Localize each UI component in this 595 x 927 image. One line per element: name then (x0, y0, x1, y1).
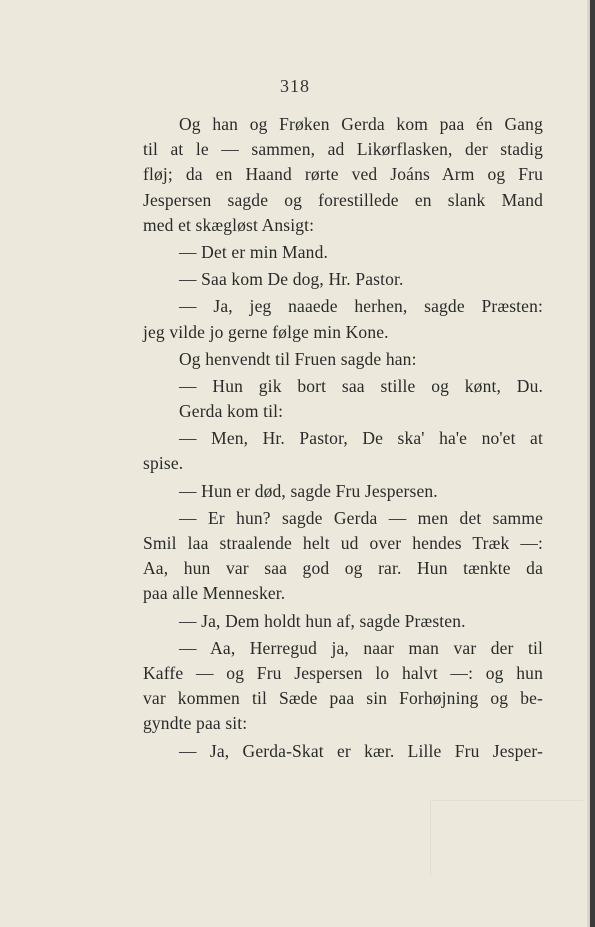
text-line: med et skægløst Ansigt: (143, 214, 315, 235)
text-line: gyndte paa sit: (143, 713, 248, 734)
text-line: — Saa kom De dog, Hr. Pastor. (179, 269, 404, 290)
page-edge (590, 0, 595, 927)
text-line: Gerda kom til: (179, 401, 284, 422)
text-line: — Hun er død, sagde Fru Jespersen. (179, 480, 438, 501)
text-line: var kommen til Sæde paa sin Forhøjning og be- (143, 688, 543, 709)
text-line: — Det er min Mand. (179, 241, 328, 262)
text-line: — Ja, Gerda-Skat er kær. Lille Fru Jesper- (179, 740, 543, 761)
text-line: paa alle Mennesker. (143, 583, 286, 604)
text-line: — Er hun? sagde Gerda — men det samme (179, 507, 543, 528)
text-line: — Hun gik bort saa stille og kønt, Du. (179, 375, 543, 396)
text-line: spise. (143, 453, 184, 474)
page-text (143, 112, 543, 764)
text-line: Og henvendt til Fruen sagde han: (179, 348, 417, 369)
text-line: — Ja, jeg naaede herhen, sagde Præsten: (179, 296, 543, 317)
text-line: fløj; da en Haand rørte ved Joáns Arm og Fru (143, 164, 543, 185)
text-line: Aa, hun var saa god og rar. Hun tænkte da (143, 558, 543, 579)
text-line: Og han og Frøken Gerda kom paa én Gang (179, 114, 543, 134)
page-number: 318 (280, 76, 310, 96)
text-line: — Men, Hr. Pastor, De ska' ha'e no'et at (179, 428, 543, 449)
text-line: — Aa, Herregud ja, naar man var der til (179, 637, 543, 658)
text-line: Jespersen sagde og forestillede en slank Mand (143, 189, 543, 210)
text-line: — Ja, Dem holdt hun af, sagde Præsten. (179, 610, 466, 631)
text-line: jeg vilde jo gerne følge min Kone. (143, 321, 389, 342)
text-line: til at le — sammen, ad Likørflasken, der stadig (143, 139, 543, 160)
scan-artifact (430, 800, 583, 876)
text-line: Smil laa straalende helt ud over hendes Træk —: (143, 533, 543, 553)
text-line: Kaffe — og Fru Jespersen lo halvt —: og hun (143, 662, 543, 683)
